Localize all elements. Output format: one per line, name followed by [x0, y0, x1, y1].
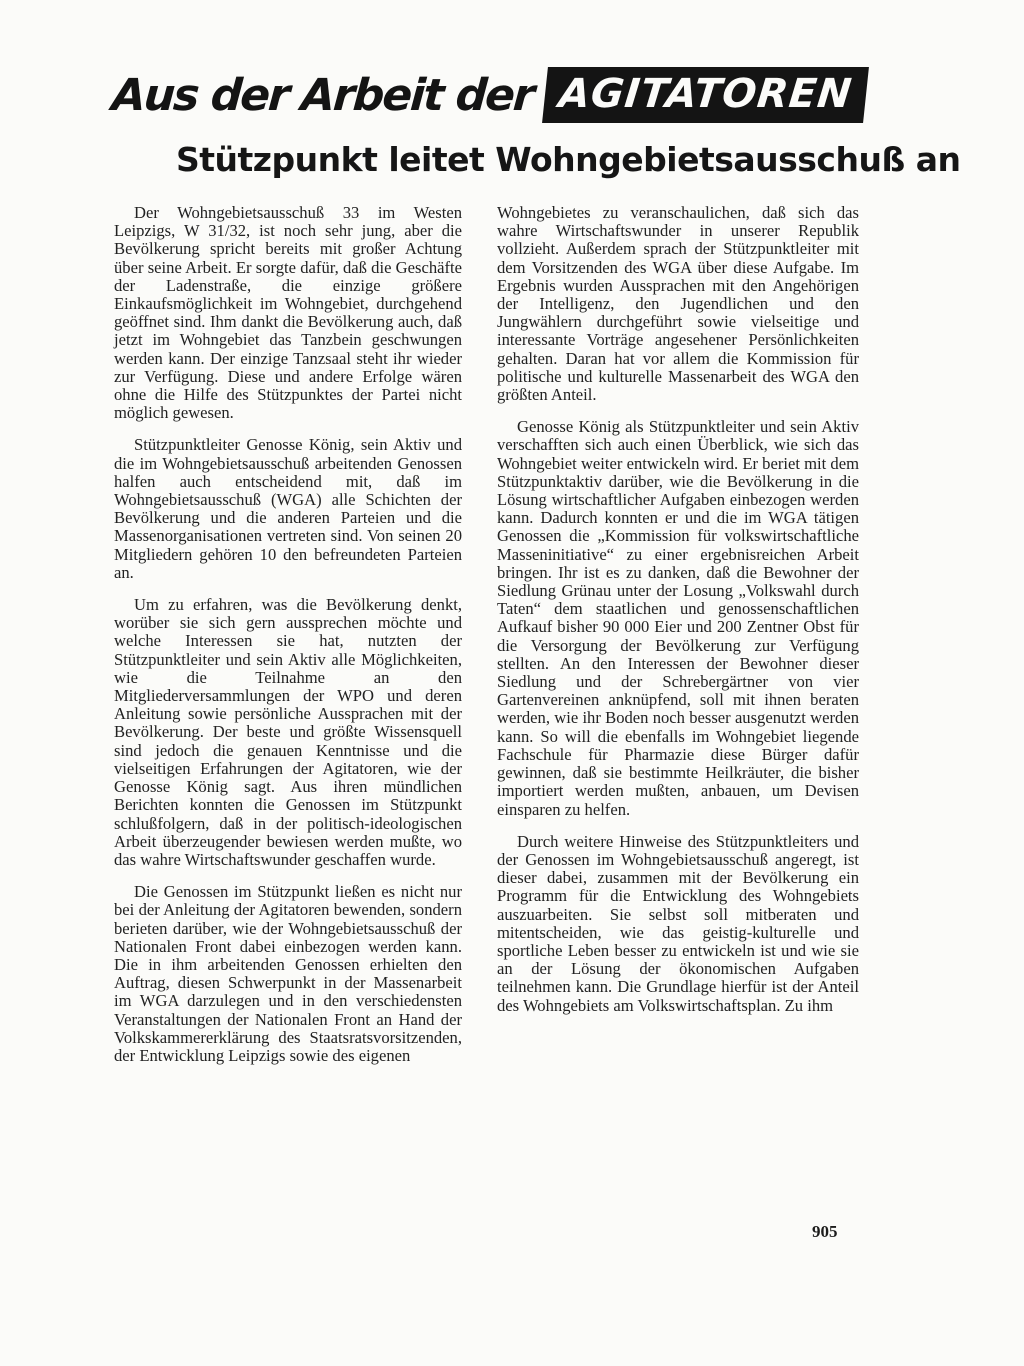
paragraph: Stützpunktleiter Genosse König, sein Aktiv und die im Wohngebietsausschuß arbeitenden Genossen halfen auch entscheidend mit, daß im Wohngebietsausschuß (WGA) alle Schichten der Bevölkerung und die anderen Parteien und die Massenorganisationen vertreten sind. Von seinen 20 Mitgliedern gehören 10 den befreundeten Parteien an. [114, 435, 462, 582]
paragraph: Wohngebietes zu veranschaulichen, daß sich das wahre Wirtschaftswunder in unserer Republik vollzieht. Außerdem sprach der Stützpunktleiter mit dem Vorsitzenden des WGA über diese Aufgabe. Im Ergebnis wurden Aussprachen mit den Angehörigen der Intelligenz, den Jugendlichen und den Jungwählern durchgeführt sowie vielseitige und interessante Vorträge angesehener Persönlichkeiten gehalten. Daran hat vor allem die Kommission für politische und kulturelle Massenarbeit des WGA den größten Anteil. [497, 203, 859, 405]
page-number: 905 [812, 1222, 838, 1241]
paragraph: Genosse König als Stützpunktleiter und sein Aktiv verschafften sich auch einen Überblick, wie sich das Wohngebiet weiter entwickeln wird. Er beriet mit dem Stützpunktaktiv darüber, wie die Bevölkerung in die Lösung wirtschaftlicher Aufgaben einbezogen werden kann. Dadurch konnten er und die im WGA tätigen Genossen die „Kommission für volkswirtschaftliche Masseninitiative“ zu einer ergebnisreichen Arbeit bringen. Ihr ist es zu danken, daß die Bewohner der Siedlung Grünau unter der Losung „Volkswahl durch Taten“ dem staatlichen und genossenschaftlichen Aufkauf bisher 90 000 Eier und 200 Zentner Obst für die Versorgung der Bevölkerung zur Verfügung stellten. An den Interessen der Bewohner dieser Siedlung und der Schrebergärtner von vier Gartenvereinen anknüpfend, soll mit ihnen beraten werden, wie ihr Boden noch besser ausgenutzt werden kann. So will die ebenfalls im Wohngebiet liegende Fachschule für Pharmazie diese Bürger dafür gewinnen, daß sie bestimmte Heilkräuter, die bisher importiert werden mußten, anbauen, um Devisen einsparen zu helfen. [497, 417, 859, 819]
article-headline: Stützpunkt leitet Wohngebietsausschuß an [176, 140, 961, 179]
masthead-prefix: Aus der Arbeit der [110, 69, 535, 121]
right-column [497, 204, 859, 1029]
section-masthead [112, 60, 866, 130]
paragraph: Die Genossen im Stützpunkt ließen es nicht nur bei der Anleitung der Agitatoren bewenden, sondern berieten darüber, wie der Wohngebietsausschuß der Nationalen Front dabei einbezogen werden kann. Die in ihm arbeitenden Genossen erhielten den Auftrag, diesen Schwerpunkt in der Massenarbeit im WGA darzulegen und in den verschiedensten Veranstaltungen der Nationalen Front an Hand der Volkskammererklärung des Staatsratsvorsitzenden, der Entwicklung Leipzigs sowie des eigenen [114, 882, 462, 1065]
paragraph: Um zu erfahren, was die Bevölkerung denkt, worüber sie sich gern aussprechen möchte und welche Interessen sie hat, nutzten der Stützpunktleiter und sein Aktiv alle Möglichkeiten, wie die Teilnahme an den Mitgliederversammlungen der WPO und deren Anleitung sowie persönliche Aussprachen mit der Bevölkerung. Der beste und größte Wissensquell sind jedoch die genauen Kenntnisse und die vielseitigen Erfahrungen der Agitatoren, wie der Genosse König sagt. Aus ihren mündlichen Berichten konnten die Genossen im Stützpunkt schlußfolgern, daß in der politisch-ideologischen Arbeit überzeugender bewiesen werden mußte, wo das wahre Wirtschaftswunder geschaffen wurde. [114, 595, 462, 869]
paragraph: Der Wohngebietsausschuß 33 im Westen Leipzigs, W 31/32, ist noch sehr jung, aber die Bevölkerung spricht bereits mit großer Achtung über seine Arbeit. Er sorgte dafür, daß die Geschäfte der Ladenstraße, die einzige größere Einkaufsmöglichkeit im Wohngebiet, durchgehend geöffnet sind. Ihm dankt die Bevölkerung auch, daß jetzt im Wohngebiet das Tanzbein geschwungen werden kann. Der einzige Tanzsaal steht ihr wieder zur Verfügung. Diese und andere Erfolge wären ohne die Hilfe des Stützpunktes der Partei nicht möglich gewesen. [114, 203, 462, 423]
masthead-boxed-word: AGITATOREN [542, 67, 869, 123]
left-column [114, 204, 462, 1079]
paragraph: Durch weitere Hinweise des Stützpunktleiters und der Genossen im Wohngebietsausschuß angeregt, ist dieser dabei, zusammen mit der Bevölkerung ein Programm für die Entwicklung des Wohngebiets auszuarbeiten. Sie selbst soll mitberaten und mitentscheiden, wie das geistig-kulturelle und sportliche Leben besser zu entwickeln ist und wie sie an der Lösung der ökonomischen Aufgaben teilnehmen kann. Die Grundlage hierfür ist der Anteil des Wohngebiets am Volkswirtschaftsplan. Zu ihm [497, 831, 859, 1015]
